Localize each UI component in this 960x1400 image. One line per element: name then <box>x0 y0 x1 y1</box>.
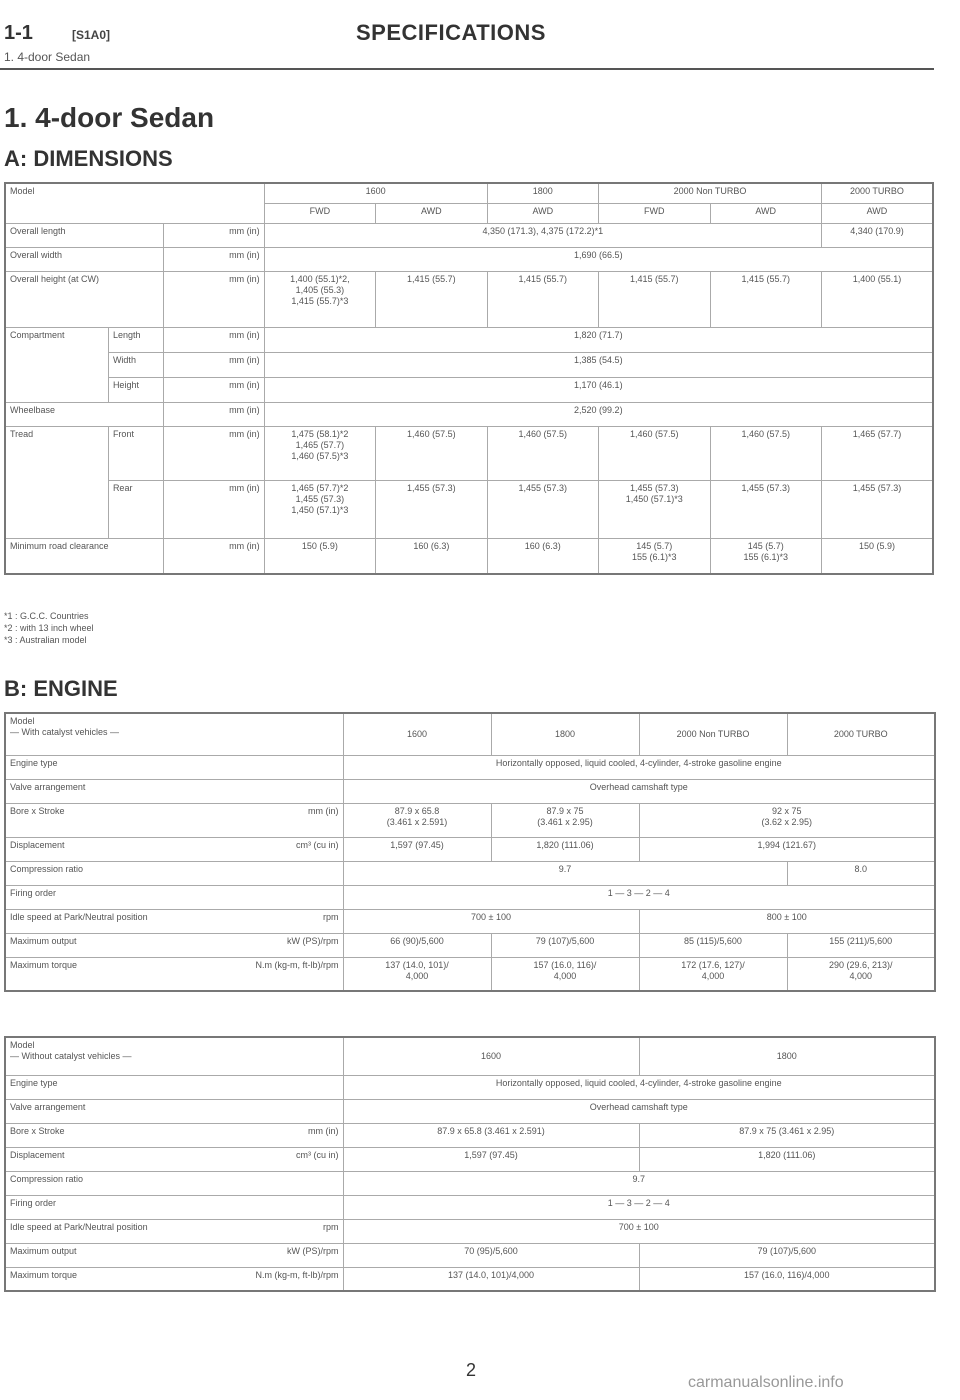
row-unit: mm (in) <box>164 327 264 352</box>
row-label: Displacement <box>10 839 65 850</box>
cell-value: 70 (95)/5,600 <box>343 1243 639 1267</box>
eng1-row-valve <box>5 779 935 803</box>
row-unit: mm (in) <box>164 538 264 574</box>
cell-value: 66 (90)/5,600 <box>343 933 491 957</box>
cell-value: Overhead camshaft type <box>343 1099 935 1123</box>
cell-value: 1,465 (57.7)*2 1,455 (57.3) 1,450 (57.1)*3 <box>264 480 375 538</box>
cell-value: 800 ± 100 <box>639 909 935 933</box>
cell-value: 1,597 (97.45) <box>343 1147 639 1171</box>
dim-row-wheelbase <box>5 402 933 426</box>
row-unit: cm³ (cu in) <box>296 839 339 850</box>
cell-value: 137 (14.0, 101)/ 4,000 <box>343 957 491 991</box>
cell-value: 87.9 x 65.8 (3.461 x 2.591) <box>343 803 491 837</box>
cell-value: 85 (115)/5,600 <box>639 933 787 957</box>
cell-value: Horizontally opposed, liquid cooled, 4-cylinder, 4-stroke gasoline engine <box>343 1075 935 1099</box>
row-unit: mm (in) <box>164 223 264 247</box>
footnote: *3 : Australian model <box>4 635 87 645</box>
cell-value: 150 (5.9) <box>821 538 933 574</box>
row-unit: mm (in) <box>164 402 264 426</box>
eng2-head-1800: 1800 <box>639 1037 935 1075</box>
row-unit: mm (in) <box>164 426 264 480</box>
engine-title: B: ENGINE <box>4 676 118 701</box>
row-label: Engine type <box>5 755 343 779</box>
cell-value: 4,340 (170.9) <box>821 223 933 247</box>
eng1-head-1600: 1600 <box>343 713 491 755</box>
row-label: Height <box>108 377 163 402</box>
cell-value: 1,820 (111.06) <box>491 837 639 861</box>
row-unit: N.m (kg-m, ft-lb)/rpm <box>255 1269 339 1280</box>
row-label: Wheelbase <box>5 402 164 426</box>
eng1-header-row <box>5 713 935 755</box>
row-group-label: Compartment <box>5 327 108 402</box>
eng2-row-output <box>5 1243 935 1267</box>
cell-value: 1,690 (66.5) <box>264 247 933 271</box>
row-label: Valve arrangement <box>5 779 343 803</box>
cell-value: 160 (6.3) <box>376 538 487 574</box>
cell-value: 700 ± 100 <box>343 909 639 933</box>
row-label: Front <box>108 426 163 480</box>
row-unit: mm (in) <box>308 805 339 816</box>
eng1-head-1800: 1800 <box>491 713 639 755</box>
cell-value: 1,400 (55.1) <box>821 271 933 327</box>
row-unit: mm (in) <box>164 247 264 271</box>
cell-value: 1,455 (57.3) <box>710 480 821 538</box>
row-label: Firing order <box>5 885 343 909</box>
cell-value: 1,460 (57.5) <box>487 426 598 480</box>
cell-value: 1,460 (57.5) <box>599 426 710 480</box>
dim-row-length <box>5 223 933 247</box>
eng1-row-output <box>5 933 935 957</box>
row-label-with-unit <box>5 909 343 933</box>
dim-header-row <box>5 183 933 203</box>
row-unit: mm (in) <box>164 377 264 402</box>
eng2-row-idle <box>5 1219 935 1243</box>
cell-value: 1,475 (58.1)*2 1,465 (57.7) 1,460 (57.5)*3 <box>264 426 375 480</box>
dimensions-title: A: DIMENSIONS <box>4 146 173 171</box>
eng1-row-comp <box>5 861 935 885</box>
row-label-with-unit <box>5 1219 343 1243</box>
row-label-with-unit <box>5 1243 343 1267</box>
cell-value: 1,460 (57.5) <box>710 426 821 480</box>
row-label: Displacement <box>10 1149 65 1160</box>
row-label: Maximum torque <box>10 1269 78 1280</box>
row-unit: mm (in) <box>164 352 264 377</box>
row-label-with-unit <box>5 837 343 861</box>
dim-model-label: Model <box>5 183 264 223</box>
row-label: Overall width <box>5 247 164 271</box>
eng1-head-2000-t: 2000 TURBO <box>787 713 935 755</box>
eng2-row-disp <box>5 1147 935 1171</box>
dim-drive-fwd: FWD <box>264 203 375 223</box>
cell-value: 1,597 (97.45) <box>343 837 491 861</box>
cell-value: 1,820 (71.7) <box>264 327 933 352</box>
cell-value: 1,170 (46.1) <box>264 377 933 402</box>
dim-row-width <box>5 247 933 271</box>
eng2-model-label: Model — Without catalyst vehicles — <box>5 1037 343 1075</box>
cell-value: 1,415 (55.7) <box>487 271 598 327</box>
engine-table-catalyst <box>4 712 936 992</box>
eng2-header-row <box>5 1037 935 1075</box>
eng1-head-2000-nt: 2000 Non TURBO <box>639 713 787 755</box>
watermark-text: carmanualsonline.info <box>688 1374 844 1391</box>
eng1-row-bore <box>5 803 935 837</box>
cell-value: Overhead camshaft type <box>343 779 935 803</box>
eng2-row-bore <box>5 1123 935 1147</box>
row-label-with-unit <box>5 933 343 957</box>
page-subtitle: 1. 4-door Sedan <box>4 50 91 64</box>
row-label: Overall height (at CW) <box>5 271 164 327</box>
cell-value: 1,455 (57.3) 1,450 (57.1)*3 <box>599 480 710 538</box>
eng1-row-firing <box>5 885 935 909</box>
row-label: Rear <box>108 480 163 538</box>
eng1-row-idle <box>5 909 935 933</box>
cell-value: 8.0 <box>787 861 935 885</box>
cell-value: 79 (107)/5,600 <box>639 1243 935 1267</box>
cell-value: 157 (16.0, 116)/ 4,000 <box>491 957 639 991</box>
section-code: [S1A0] <box>72 28 111 42</box>
row-label: Minimum road clearance <box>5 538 164 574</box>
row-label: Maximum output <box>10 935 77 946</box>
row-label: Bore x Stroke <box>10 1125 65 1136</box>
dim-drive-awd: AWD <box>487 203 598 223</box>
dim-row-tread-rear <box>5 480 933 538</box>
row-group-label: Tread <box>5 426 108 538</box>
dimensions-table <box>4 182 934 575</box>
row-label-with-unit <box>5 1123 343 1147</box>
row-label: Overall length <box>5 223 164 247</box>
row-unit: mm (in) <box>164 271 264 327</box>
cell-value: 145 (5.7) 155 (6.1)*3 <box>599 538 710 574</box>
cell-value: 9.7 <box>343 861 787 885</box>
row-label-with-unit <box>5 1267 343 1291</box>
cell-value: 1,385 (54.5) <box>264 352 933 377</box>
dim-row-comp-length <box>5 327 933 352</box>
dim-row-clearance <box>5 538 933 574</box>
cell-value: 1,820 (111.06) <box>639 1147 935 1171</box>
eng2-row-comp <box>5 1171 935 1195</box>
cell-value: 1,460 (57.5) <box>376 426 487 480</box>
dim-drive-awd: AWD <box>710 203 821 223</box>
cell-value: 1,400 (55.1)*2, 1,405 (55.3) 1,415 (55.7)*3 <box>264 271 375 327</box>
row-label: Maximum torque <box>10 959 78 970</box>
cell-value: 4,350 (171.3), 4,375 (172.2)*1 <box>264 223 821 247</box>
cell-value: 1,415 (55.7) <box>376 271 487 327</box>
dim-row-tread-front <box>5 426 933 480</box>
row-label-with-unit <box>5 803 343 837</box>
row-label-with-unit <box>5 957 343 991</box>
cell-value: 87.9 x 75 (3.461 x 2.95) <box>639 1123 935 1147</box>
header-rule <box>0 68 934 70</box>
cell-value: 1,455 (57.3) <box>821 480 933 538</box>
row-unit: kW (PS)/rpm <box>287 1245 339 1256</box>
eng2-row-valve <box>5 1099 935 1123</box>
cell-value: 1,415 (55.7) <box>599 271 710 327</box>
dim-head-2000-nt: 2000 Non TURBO <box>599 183 822 203</box>
eng1-row-disp <box>5 837 935 861</box>
row-unit: rpm <box>323 1221 339 1232</box>
eng2-head-1600: 1600 <box>343 1037 639 1075</box>
cell-value: 1,455 (57.3) <box>487 480 598 538</box>
cell-value: 1,994 (121.67) <box>639 837 935 861</box>
cell-value: 87.9 x 65.8 (3.461 x 2.591) <box>343 1123 639 1147</box>
row-label: Width <box>108 352 163 377</box>
cell-value: 1,415 (55.7) <box>710 271 821 327</box>
page-number: 2 <box>466 1360 477 1380</box>
cell-value: 160 (6.3) <box>487 538 598 574</box>
cell-value: 1 — 3 — 2 — 4 <box>343 1195 935 1219</box>
cell-value: 137 (14.0, 101)/4,000 <box>343 1267 639 1291</box>
cell-value: 145 (5.7) 155 (6.1)*3 <box>710 538 821 574</box>
cell-value: 9.7 <box>343 1171 935 1195</box>
row-label: Idle speed at Park/Neutral position <box>10 911 148 922</box>
row-label: Compression ratio <box>5 1171 343 1195</box>
eng2-row-type <box>5 1075 935 1099</box>
page-title: SPECIFICATIONS <box>356 20 546 45</box>
cell-value: 150 (5.9) <box>264 538 375 574</box>
row-unit: mm (in) <box>308 1125 339 1136</box>
row-label: Engine type <box>5 1075 343 1099</box>
row-label: Maximum output <box>10 1245 77 1256</box>
row-unit: kW (PS)/rpm <box>287 935 339 946</box>
row-label: Bore x Stroke <box>10 805 65 816</box>
section-title: 1. 4-door Sedan <box>4 102 215 133</box>
dim-head-1800: 1800 <box>487 183 598 203</box>
row-label: Idle speed at Park/Neutral position <box>10 1221 148 1232</box>
cell-value: 155 (211)/5,600 <box>787 933 935 957</box>
dim-head-2000-t: 2000 TURBO <box>821 183 933 203</box>
footnotes <box>4 610 94 646</box>
row-label-with-unit <box>5 1147 343 1171</box>
cell-value: 290 (29.6, 213)/ 4,000 <box>787 957 935 991</box>
cell-value: 700 ± 100 <box>343 1219 935 1243</box>
eng1-row-type <box>5 755 935 779</box>
row-label: Valve arrangement <box>5 1099 343 1123</box>
cell-value: 92 x 75 (3.62 x 2.95) <box>639 803 935 837</box>
row-label: Firing order <box>5 1195 343 1219</box>
dim-row-height <box>5 271 933 327</box>
cell-value: 79 (107)/5,600 <box>491 933 639 957</box>
dim-row-comp-height <box>5 377 933 402</box>
dim-drive-awd: AWD <box>376 203 487 223</box>
dim-head-1600: 1600 <box>264 183 487 203</box>
dim-row-comp-width <box>5 352 933 377</box>
footnote: *2 : with 13 inch wheel <box>4 623 94 633</box>
cell-value: 157 (16.0, 116)/4,000 <box>639 1267 935 1291</box>
cell-value: 1,465 (57.7) <box>821 426 933 480</box>
row-label: Compression ratio <box>5 861 343 885</box>
eng2-row-torque <box>5 1267 935 1291</box>
dim-drive-fwd: FWD <box>599 203 710 223</box>
dim-drive-awd: AWD <box>821 203 933 223</box>
section-number: 1-1 <box>4 22 33 44</box>
cell-value: 1,455 (57.3) <box>376 480 487 538</box>
eng1-model-label: Model — With catalyst vehicles — <box>5 713 343 755</box>
engine-table-no-catalyst <box>4 1036 936 1292</box>
cell-value: Horizontally opposed, liquid cooled, 4-cylinder, 4-stroke gasoline engine <box>343 755 935 779</box>
row-label: Length <box>108 327 163 352</box>
row-unit: mm (in) <box>164 480 264 538</box>
footnote: *1 : G.C.C. Countries <box>4 611 89 621</box>
row-unit: rpm <box>323 911 339 922</box>
eng1-row-torque <box>5 957 935 991</box>
row-unit: cm³ (cu in) <box>296 1149 339 1160</box>
cell-value: 2,520 (99.2) <box>264 402 933 426</box>
cell-value: 172 (17.6, 127)/ 4,000 <box>639 957 787 991</box>
eng2-row-firing <box>5 1195 935 1219</box>
cell-value: 1 — 3 — 2 — 4 <box>343 885 935 909</box>
cell-value: 87.9 x 75 (3.461 x 2.95) <box>491 803 639 837</box>
row-unit: N.m (kg-m, ft-lb)/rpm <box>255 959 339 970</box>
